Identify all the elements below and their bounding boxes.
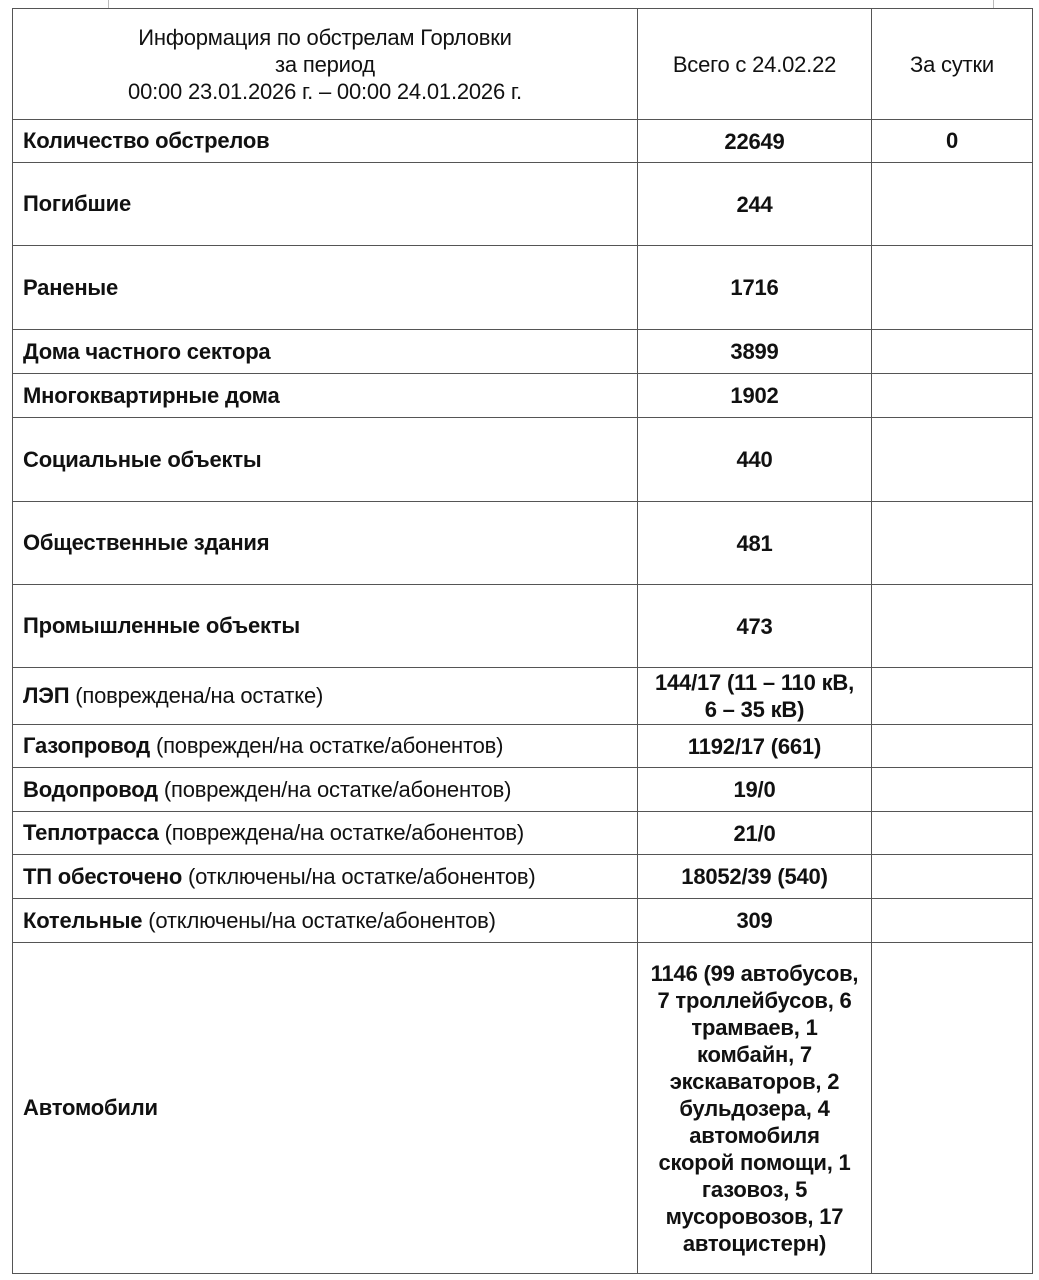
page-edge-line	[993, 0, 994, 8]
row-day	[872, 246, 1033, 330]
row-total: 244	[638, 163, 872, 246]
row-label	[13, 899, 638, 943]
row-day	[872, 943, 1033, 1274]
row-label-note: (повреждена/на остатке)	[69, 683, 324, 708]
table-row	[13, 725, 1033, 768]
table-row	[13, 374, 1033, 418]
row-day	[872, 418, 1033, 502]
table-row	[13, 502, 1033, 585]
row-label-main: Промышленные объекты	[23, 613, 301, 638]
row-label-main: ЛЭП	[23, 683, 70, 708]
row-label	[13, 725, 638, 768]
row-label	[13, 855, 638, 899]
row-day	[872, 768, 1033, 812]
row-day	[872, 725, 1033, 768]
title-line: Информация по обстрелам Горловки	[138, 24, 512, 50]
row-day	[872, 163, 1033, 246]
table-row	[13, 330, 1033, 374]
table-row	[13, 163, 1033, 246]
table-row	[13, 246, 1033, 330]
row-total: 3899	[638, 330, 872, 374]
row-label-note: (поврежден/на остатке/абонентов)	[150, 733, 504, 758]
row-label-main: Общественные здания	[23, 530, 270, 555]
row-day	[872, 502, 1033, 585]
row-label	[13, 668, 638, 725]
shelling-info-table	[12, 8, 1033, 1274]
row-label-main: Многоквартирные дома	[23, 382, 280, 408]
row-label	[13, 943, 638, 1274]
table-header-row	[13, 9, 1033, 120]
row-label-main: Водопровод	[23, 776, 158, 802]
row-label	[13, 246, 638, 330]
row-label	[13, 502, 638, 585]
row-label	[13, 418, 638, 502]
row-label-note: (поврежден/на остатке/абонентов)	[157, 776, 512, 802]
row-label-main: ТП обесточено	[23, 863, 183, 889]
row-label-main: Раненые	[23, 274, 119, 300]
row-label-main: Котельные	[23, 907, 143, 933]
table-row	[13, 855, 1033, 899]
row-total: 144/17 (11 – 110 кВ, 6 – 35 кВ)	[638, 668, 872, 725]
row-label	[13, 768, 638, 812]
row-label-note: (отключены/на остатке/абонентов)	[142, 907, 496, 933]
table-row	[13, 768, 1033, 812]
row-total: 18052/39 (540)	[638, 855, 872, 899]
row-total: 21/0	[638, 812, 872, 855]
row-total: 1902	[638, 374, 872, 418]
row-label	[13, 120, 638, 163]
title-line: 00:00 23.01.2026 г. – 00:00 24.01.2026 г.	[128, 78, 522, 104]
table-row	[13, 812, 1033, 855]
row-day	[872, 855, 1033, 899]
row-label-note: (отключены/на остатке/абонентов)	[182, 863, 536, 889]
row-day	[872, 374, 1033, 418]
row-label-main: Теплотрасса	[23, 820, 159, 845]
row-total: 440	[638, 418, 872, 502]
row-total: 22649	[638, 120, 872, 163]
row-label-main: Погибшие	[23, 191, 132, 216]
row-total: 1192/17 (661)	[638, 725, 872, 768]
row-day	[872, 668, 1033, 725]
row-label	[13, 374, 638, 418]
row-day	[872, 899, 1033, 943]
table-row	[13, 899, 1033, 943]
row-label-main: Автомобили	[23, 1095, 158, 1120]
row-total: 309	[638, 899, 872, 943]
table-row	[13, 943, 1033, 1274]
row-label	[13, 585, 638, 668]
row-label-main: Газопровод	[23, 733, 151, 758]
row-day	[872, 330, 1033, 374]
row-total: 1146 (99 автобусов, 7 троллейбусов, 6 трамваев, 1 комбайн, 7 экскаваторов, 2 бульдозера, 4 автомобиля скорой помощи, 1 газовоз, 5 мусоровозов, 17 автоцистерн)	[638, 943, 872, 1274]
row-total: 1716	[638, 246, 872, 330]
table-row	[13, 418, 1033, 502]
title-line: за период	[275, 51, 375, 77]
table-row	[13, 668, 1033, 725]
header-title	[13, 9, 638, 120]
table-row	[13, 585, 1033, 668]
row-label	[13, 330, 638, 374]
row-label-main: Количество обстрелов	[23, 128, 270, 153]
row-total: 473	[638, 585, 872, 668]
row-label	[13, 163, 638, 246]
row-label-main: Дома частного сектора	[23, 338, 271, 364]
row-total: 19/0	[638, 768, 872, 812]
row-day	[872, 812, 1033, 855]
row-label	[13, 812, 638, 855]
header-total: Всего с 24.02.22	[638, 9, 872, 120]
page-edge-line	[108, 0, 109, 8]
row-day: 0	[872, 120, 1033, 163]
row-day	[872, 585, 1033, 668]
table-row	[13, 120, 1033, 163]
row-label-main: Социальные объекты	[23, 446, 262, 472]
header-day: За сутки	[872, 9, 1033, 120]
row-label-note: (повреждена/на остатке/абонентов)	[158, 820, 524, 845]
row-total: 481	[638, 502, 872, 585]
